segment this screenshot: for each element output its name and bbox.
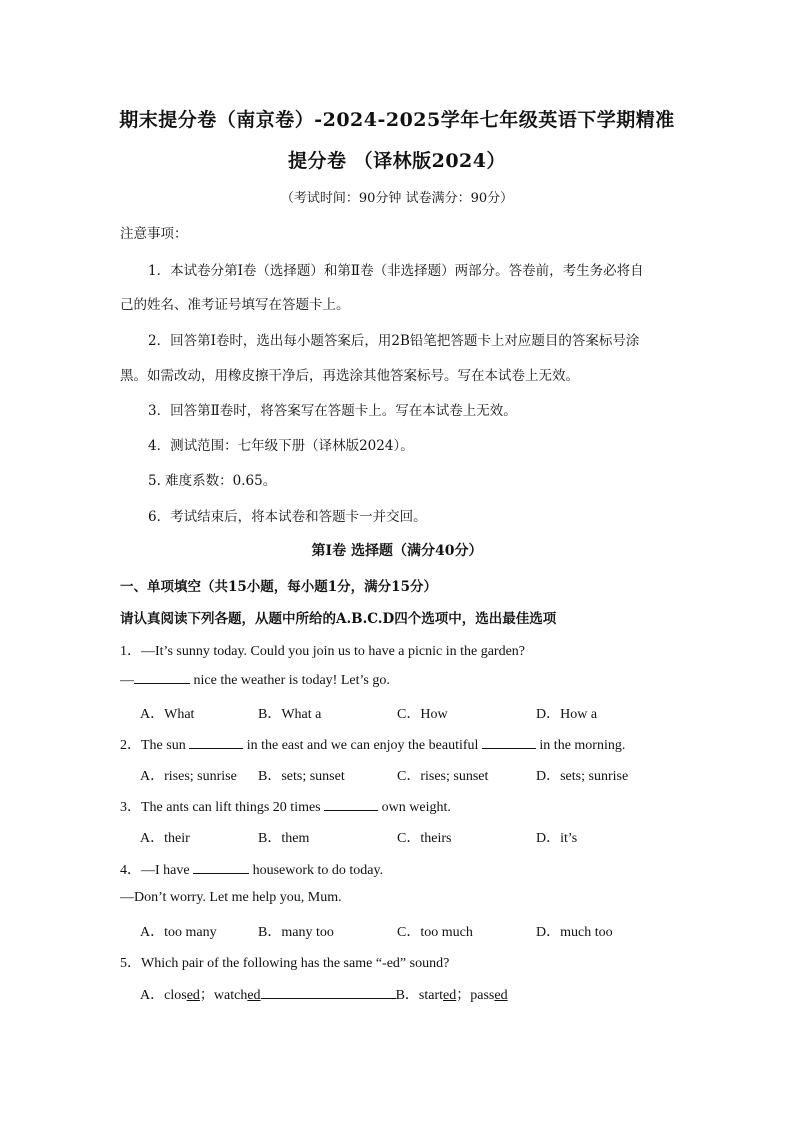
- word-stem: start: [418, 988, 444, 1003]
- q3-option-c: C．theirs: [397, 831, 452, 846]
- answer-blank: [134, 671, 190, 684]
- note-line: 4．测试范围：七年级下册（译林版2024）。: [148, 438, 414, 454]
- separator: ；: [456, 988, 471, 1003]
- q2-option-b: B．sets; sunset: [258, 769, 345, 784]
- q4-option-a: A．too many: [140, 925, 217, 940]
- q1-option-b: B．What a: [258, 707, 322, 722]
- q2-option-c: C．rises; sunset: [397, 769, 489, 784]
- question-3-stem: [120, 796, 451, 816]
- option-b-label: B．: [395, 988, 419, 1003]
- note-line: 己的姓名、准考证号填写在答题卡上。: [120, 297, 350, 313]
- q5-options-row: [140, 984, 508, 1004]
- stem-text: in the morning.: [535, 738, 626, 753]
- note-line: 5. 难度系数：0.65。: [148, 473, 277, 489]
- underlined-suffix: ed: [494, 988, 508, 1003]
- note-line: 2．回答第Ⅰ卷时，选出每小题答案后，用2B铅笔把答题卡上对应题目的答案标号涂: [148, 333, 640, 349]
- stem-text: own weight.: [378, 800, 451, 815]
- stem-text: 2．The sun: [120, 738, 190, 753]
- answer-blank: [324, 798, 378, 811]
- answer-blank: [193, 861, 249, 874]
- question-4-stem: [120, 859, 383, 879]
- stem-text: 4．—I have: [120, 863, 194, 878]
- note-line: 1．本试卷分第Ⅰ卷（选择题）和第Ⅱ卷（非选择题）两部分。答卷前，考生务必将自: [148, 263, 644, 279]
- question-1-reply: [120, 671, 390, 689]
- q2-option-d: D．sets; sunrise: [536, 769, 629, 784]
- separator: ；: [199, 988, 214, 1003]
- q3-option-b: B．them: [258, 831, 310, 846]
- q1-option-a: A．What: [140, 707, 195, 722]
- q2-option-a: A．rises; sunrise: [140, 769, 237, 784]
- exam-subtitle: （考试时间：90分钟 试卷满分：90分）: [280, 191, 514, 206]
- q3-option-a: A．their: [140, 831, 190, 846]
- word-stem: pass: [470, 988, 495, 1003]
- note-line: 黑。如需改动，用橡皮擦干净后，再选涂其他答案标号。写在本试卷上无效。: [120, 368, 579, 384]
- section-instruction: 请认真阅读下列各题，从题中所给的A.B.C.D四个选项中，选出最佳选项: [120, 611, 557, 627]
- notes-heading: 注意事项：: [120, 226, 188, 242]
- stem-text: in the east and we can enjoy the beautiful: [243, 738, 482, 753]
- q3-option-d: D．it’s: [536, 831, 578, 846]
- spacer-rule: [261, 986, 396, 999]
- answer-blank: [482, 736, 536, 749]
- option-a-label: A．: [140, 988, 165, 1003]
- question-4-reply: —Don’t worry. Let me help you, Mum.: [120, 890, 342, 905]
- q1-option-c: C．How: [397, 707, 448, 722]
- q1-option-d: D．How a: [536, 707, 598, 722]
- stem-text: housework to do today.: [249, 863, 384, 878]
- reply-text: nice the weather is today! Let’s go.: [190, 673, 390, 688]
- exam-title-line2: 提分卷 （译林版2024）: [288, 150, 506, 172]
- q4-option-c: C．too much: [397, 925, 473, 940]
- exam-title-line1: 期末提分卷（南京卷）-2024-2025学年七年级英语下学期精准: [119, 109, 675, 131]
- note-line: 6．考试结束后，将本试卷和答题卡一并交回。: [148, 509, 427, 525]
- part-title: 第Ⅰ卷 选择题（满分40分）: [311, 543, 483, 559]
- dash: —: [120, 673, 134, 688]
- section-title: 一、单项填空（共15小题，每小题1分，满分15分）: [120, 579, 437, 595]
- q4-option-d: D．much too: [536, 925, 613, 940]
- question-5-stem: 5．Which pair of the following has the same “-ed” sound?: [120, 956, 450, 971]
- answer-blank: [189, 736, 243, 749]
- underlined-suffix: ed: [186, 988, 200, 1003]
- underlined-suffix: ed: [247, 988, 261, 1003]
- word-stem: clos: [164, 988, 187, 1003]
- q4-option-b: B．many too: [258, 925, 334, 940]
- stem-text: 3．The ants can lift things 20 times: [120, 800, 325, 815]
- note-line: 3．回答第Ⅱ卷时，将答案写在答题卡上。写在本试卷上无效。: [148, 403, 517, 419]
- word-stem: watch: [213, 988, 248, 1003]
- question-1-stem: 1．—It’s sunny today. Could you join us to have a picnic in the garden?: [120, 644, 526, 659]
- underlined-suffix: ed: [443, 988, 457, 1003]
- question-2-stem: [120, 734, 625, 754]
